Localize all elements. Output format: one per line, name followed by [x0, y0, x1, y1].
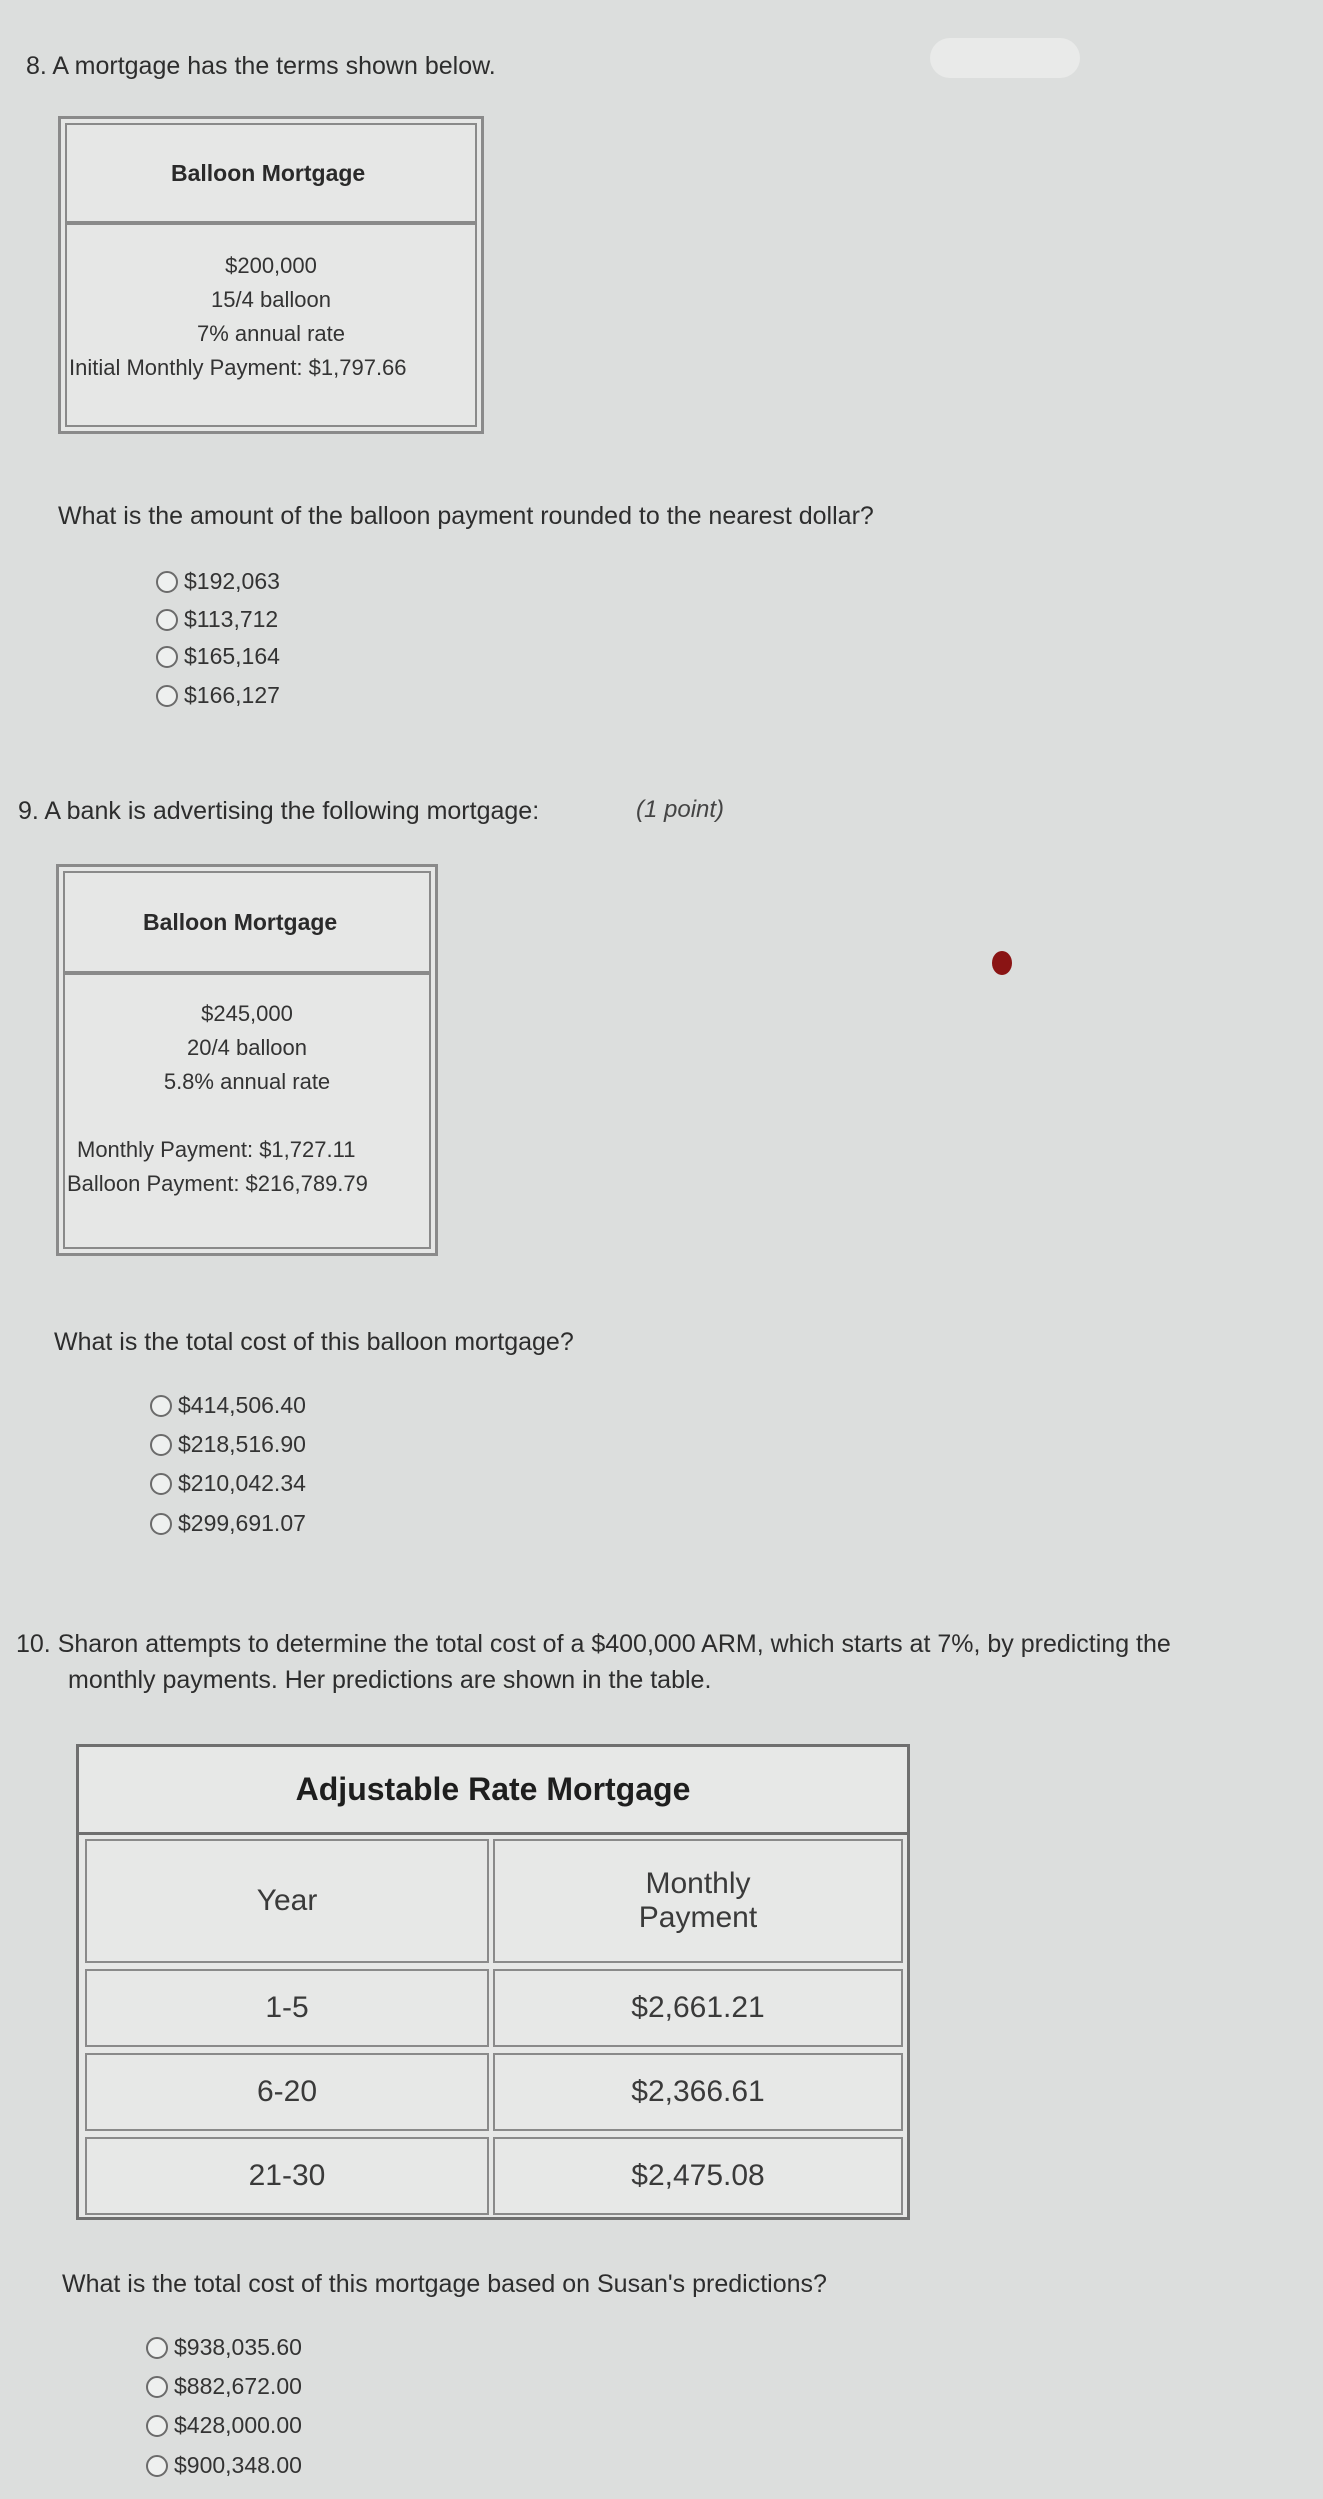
q8-option-3-label: $165,164 [184, 643, 280, 669]
q8-option-1[interactable] [156, 568, 280, 595]
q10-question: What is the total cost of this mortgage based on Susan's predictions? [62, 2270, 827, 2298]
q8-option-3[interactable] [156, 643, 280, 670]
q9-option-4-label: $299,691.07 [178, 1510, 306, 1536]
q8-option-2-label: $113,712 [184, 606, 279, 632]
q10-radio-4[interactable] [146, 2455, 168, 2477]
q9-option-1[interactable] [150, 1392, 306, 1419]
arm-header-payment-label-2: Payment [638, 1901, 758, 1934]
arm-row3-year-label: 21-30 [248, 2159, 326, 2192]
q9-option-2[interactable] [150, 1431, 306, 1458]
q10-option-4-label: $900,348.00 [174, 2452, 302, 2478]
q8-option-4[interactable] [156, 682, 280, 709]
q9-monthly-payment: Monthly Payment: $1,727.11 [77, 1137, 356, 1162]
arm-row2-payment-label: $2,366.61 [631, 2075, 765, 2108]
q10-radio-2[interactable] [146, 2376, 168, 2398]
q10-prompt-line2: monthly payments. Her predictions are shown in the table. [68, 1666, 712, 1694]
q10-option-1-label: $938,035.60 [174, 2334, 302, 2360]
q8-terms-box [58, 116, 484, 434]
q9-rate: 5.8% annual rate [163, 1069, 331, 1094]
arm-table-title: Adjustable Rate Mortgage [79, 1747, 907, 1835]
q9-radio-4[interactable] [150, 1513, 172, 1535]
q9-box-body [63, 973, 431, 1249]
arm-row1-payment [493, 1969, 903, 2047]
arm-header-payment-label-1: Monthly [645, 1867, 751, 1900]
q8-radio-2[interactable] [156, 609, 178, 631]
q8-principal: $200,000 [225, 253, 317, 278]
q8-radio-1[interactable] [156, 571, 178, 593]
q8-question: What is the amount of the balloon payment rounded to the nearest dollar? [58, 502, 874, 530]
q9-option-2-label: $218,516.90 [178, 1431, 306, 1457]
q10-radio-3[interactable] [146, 2415, 168, 2437]
q9-radio-1[interactable] [150, 1395, 172, 1417]
arm-row2-payment [493, 2053, 903, 2131]
q9-radio-2[interactable] [150, 1434, 172, 1456]
q9-box-title: Balloon Mortgage [63, 871, 431, 973]
q9-option-1-label: $414,506.40 [178, 1392, 306, 1418]
glare-spot [930, 38, 1080, 78]
q10-option-1[interactable] [146, 2334, 302, 2361]
q9-option-3-label: $210,042.34 [178, 1470, 306, 1496]
q8-term: 15/4 balloon [211, 287, 331, 312]
q10-option-4[interactable] [146, 2452, 302, 2479]
q8-radio-3[interactable] [156, 646, 178, 668]
q10-option-3-label: $428,000.00 [174, 2412, 302, 2438]
red-dot-mark [992, 951, 1012, 975]
arm-row2-year [85, 2053, 489, 2131]
arm-row1-year [85, 1969, 489, 2047]
q8-option-4-label: $166,127 [184, 682, 280, 708]
arm-row1-payment-label: $2,661.21 [631, 1991, 765, 2024]
q8-option-2[interactable] [156, 606, 278, 633]
arm-row2-year-label: 6-20 [256, 2075, 318, 2108]
arm-header-payment [493, 1839, 903, 1963]
q8-rate: 7% annual rate [197, 321, 345, 346]
arm-row3-payment-label: $2,475.08 [631, 2159, 765, 2192]
q8-option-1-label: $192,063 [184, 568, 280, 594]
q9-question: What is the total cost of this balloon mortgage? [54, 1328, 574, 1356]
q8-prompt: 8. A mortgage has the terms shown below. [26, 52, 496, 80]
q10-prompt-line1: 10. Sharon attempts to determine the total cost of a $400,000 ARM, which starts at 7%, by predicting the [16, 1630, 1171, 1658]
q9-terms-box [56, 864, 438, 1256]
q8-box-body [65, 223, 477, 427]
q9-term: 20/4 balloon [187, 1035, 307, 1060]
arm-table [76, 1744, 910, 2220]
q9-option-4[interactable] [150, 1510, 306, 1537]
q10-option-2[interactable] [146, 2373, 302, 2400]
arm-header-year-label: Year [256, 1884, 318, 1917]
q10-option-2-label: $882,672.00 [174, 2373, 302, 2399]
q9-option-3[interactable] [150, 1470, 306, 1497]
arm-row1-year-label: 1-5 [265, 1991, 309, 2024]
q10-radio-1[interactable] [146, 2337, 168, 2359]
q9-points: (1 point) [636, 796, 725, 823]
q8-box-title: Balloon Mortgage [65, 123, 477, 223]
arm-row3-year [85, 2137, 489, 2215]
q10-option-3[interactable] [146, 2412, 302, 2439]
q9-principal: $245,000 [201, 1001, 293, 1026]
arm-row3-payment [493, 2137, 903, 2215]
q8-initial-payment: Initial Monthly Payment: $1,797.66 [69, 355, 407, 380]
arm-header-year [85, 1839, 489, 1963]
q9-radio-3[interactable] [150, 1473, 172, 1495]
q9-balloon-payment: Balloon Payment: $216,789.79 [67, 1171, 368, 1196]
q9-prompt: 9. A bank is advertising the following mortgage: [18, 797, 540, 825]
q8-radio-4[interactable] [156, 685, 178, 707]
